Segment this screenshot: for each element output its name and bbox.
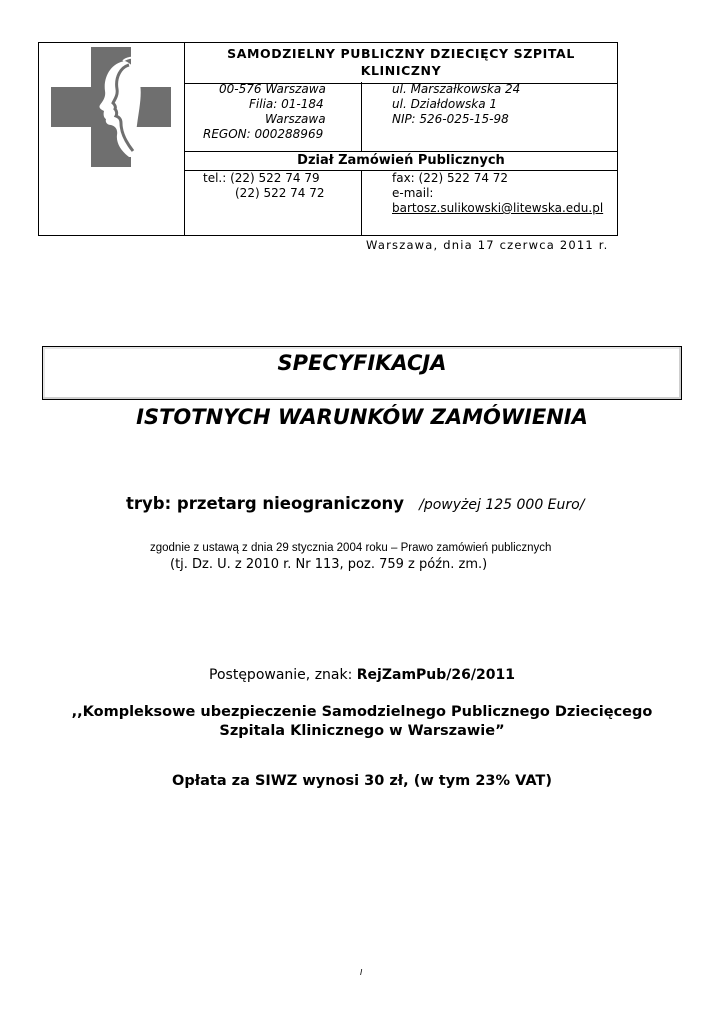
procurement-mode-label: tryb: przetarg nieograniczony <box>126 494 405 513</box>
department-name: Dział Zamówień Publicznych <box>185 152 617 171</box>
phone-line: tel.: (22) 522 74 79 <box>203 171 320 185</box>
institution-name-line2: KLINICZNY <box>360 63 442 78</box>
case-reference-label: Postępowanie, znak: <box>209 667 357 683</box>
phone-line: (22) 522 74 72 <box>235 186 325 200</box>
address-left-line: REGON: 000288969 <box>203 127 324 141</box>
address-left-line: Warszawa <box>265 112 326 126</box>
procurement-mode <box>126 494 584 513</box>
address-left-line: 00-576 Warszawa <box>219 82 326 96</box>
document-date: Warszawa, dnia 17 czerwca 2011 r. <box>366 238 609 252</box>
case-reference-code: RejZamPub/26/2011 <box>356 667 515 683</box>
institution-name <box>185 43 617 84</box>
header-table <box>38 42 618 236</box>
procurement-subject-line2: Szpitala Klinicznego w Warszawie” <box>219 723 505 739</box>
fee-note: Opłata za SIWZ wynosi 30 zł, (w tym 23% VAT) <box>172 773 552 789</box>
email-link[interactable]: bartosz.sulikowski@litewska.edu.pl <box>392 201 604 215</box>
address-left-line: Filia: 01-184 <box>249 97 324 111</box>
fax-line: fax: (22) 522 74 72 <box>392 171 509 185</box>
procurement-subject <box>0 703 724 741</box>
address-right-line: ul. Działdowska 1 <box>392 97 498 111</box>
institution-name-line1: SAMODZIELNY PUBLICZNY DZIECIĘCY SZPITAL <box>227 46 575 61</box>
address-right-line: ul. Marszałkowska 24 <box>392 82 521 96</box>
legal-basis-line2: (tj. Dz. U. z 2010 r. Nr 113, poz. 759 z późn. zm.) <box>170 557 488 572</box>
case-reference <box>0 667 724 683</box>
address-right-line: NIP: 526-025-15-98 <box>392 112 509 126</box>
fax-email <box>362 171 617 235</box>
legal-basis-line1: zgodnie z ustawą z dnia 29 stycznia 2004 roku – Prawo zamówień publicznych <box>150 542 552 554</box>
document-subtitle: ISTOTNYCH WARUNKÓW ZAMÓWIENIA <box>136 405 588 429</box>
address-right <box>362 82 617 152</box>
page-number: I <box>360 968 363 977</box>
phone-numbers <box>185 171 362 235</box>
email-label: e-mail: <box>392 186 434 200</box>
hospital-logo-icon <box>51 47 171 167</box>
address-left <box>185 82 362 152</box>
logo-cell <box>39 43 185 235</box>
document-title: SPECYFIKACJA <box>277 351 447 375</box>
procurement-mode-note: /powyżej 125 000 Euro/ <box>419 497 585 513</box>
procurement-subject-line1: ,,Kompleksowe ubezpieczenie Samodzielnego Publicznego Dziecięcego <box>71 704 653 720</box>
